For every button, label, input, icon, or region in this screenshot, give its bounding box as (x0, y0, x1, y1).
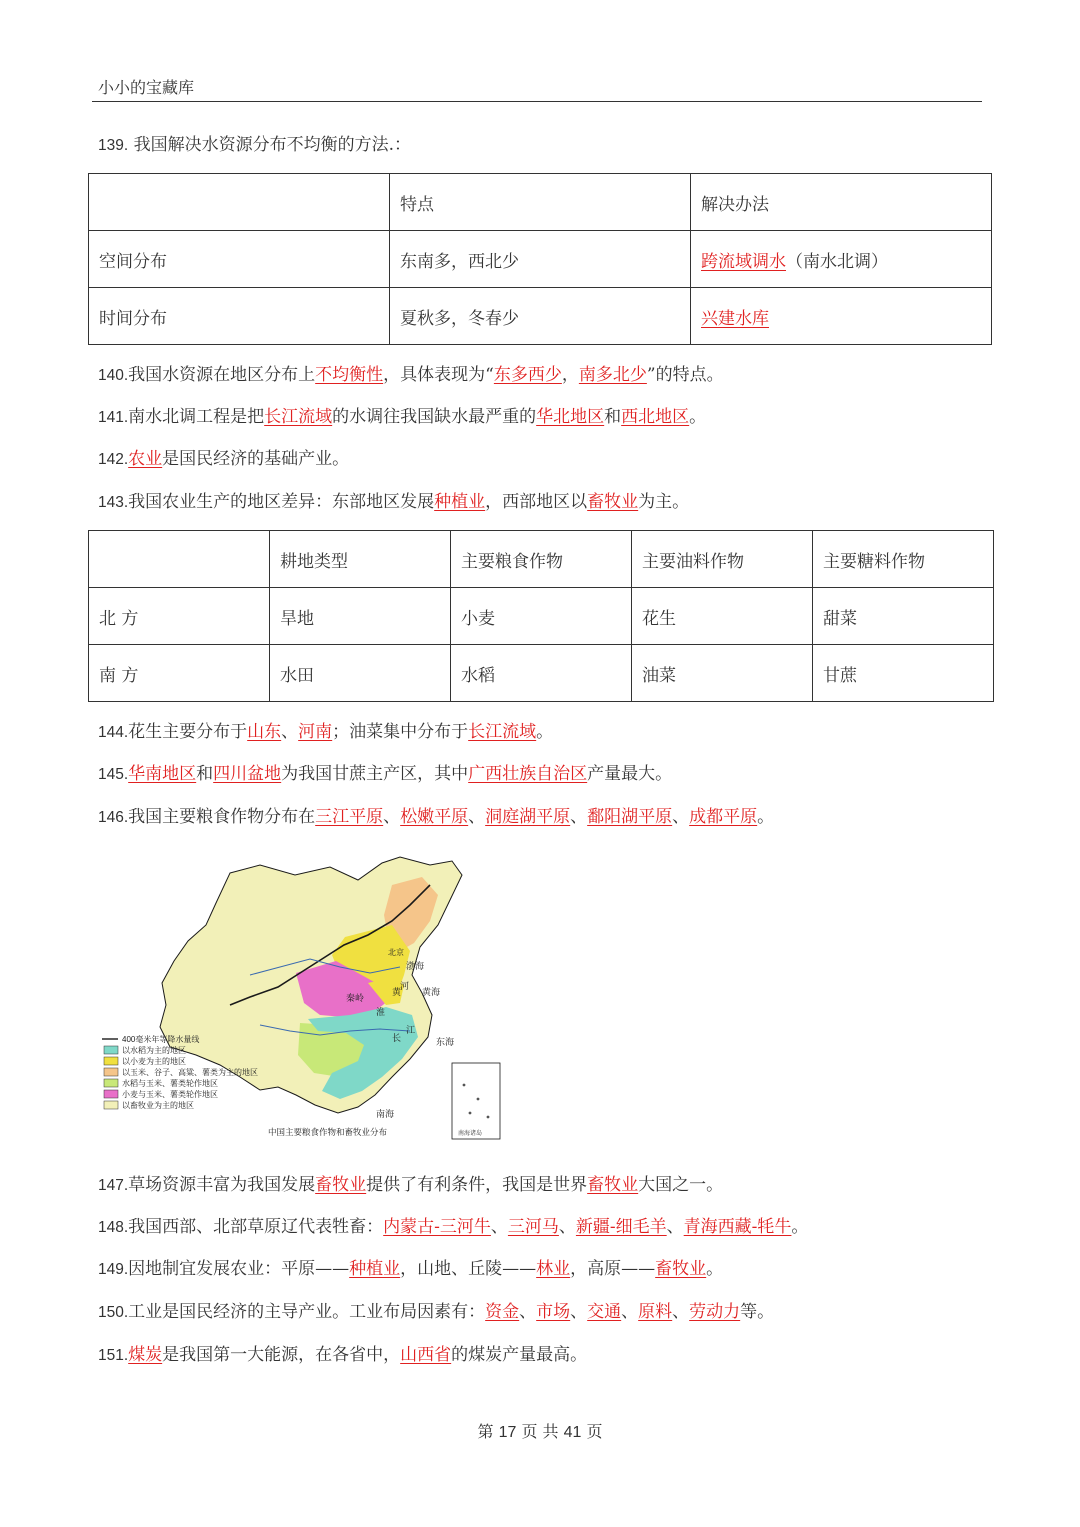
q144-text: 花生主要分布于 (128, 722, 248, 742)
table-row (89, 588, 994, 645)
footer-text: 第 (477, 1422, 494, 1441)
separator: 、 (558, 1217, 576, 1237)
q143 (98, 491, 689, 514)
map-label-huai: 淮 (376, 1007, 386, 1017)
answer-text: 畜牧业 (587, 1175, 639, 1195)
legend-swatch-rice (104, 1046, 118, 1054)
legend-swatch-corn (104, 1068, 118, 1076)
q142 (98, 448, 349, 471)
separator: 、 (468, 807, 486, 827)
answer-text: 山西省 (400, 1345, 452, 1365)
footer-text: 页 共 (521, 1422, 559, 1441)
page-number: 17 (498, 1424, 517, 1441)
q140-text: ， (561, 365, 579, 385)
header-divider (92, 101, 982, 102)
legend-label: 以小麦为主的地区 (122, 1057, 186, 1066)
separator: 、 (383, 807, 401, 827)
q141-text: 和 (604, 407, 622, 427)
answer-text: 种植业 (434, 492, 486, 512)
answer-text: 华南地区 (128, 764, 197, 784)
q140 (98, 364, 724, 387)
table-cell: 东南多，西北少 (390, 231, 691, 288)
answer-text: 成都平原 (689, 807, 758, 827)
map-island (487, 1116, 490, 1119)
q147-text: 草场资源丰富为我国发展 (128, 1175, 316, 1195)
q148-number: 148. (98, 1219, 129, 1236)
answer-text: 河南 (298, 722, 333, 742)
crop-table (88, 530, 994, 702)
answer-text: 不均衡性 (315, 365, 384, 385)
table-cell: 空间分布 (89, 231, 390, 288)
legend-label: 以畜牧业为主的地区 (122, 1101, 194, 1110)
q147-text: 提供了有利条件，我国是世界 (366, 1175, 588, 1195)
legend-label: 以玉米、谷子、高粱、薯类为主的地区 (122, 1068, 258, 1077)
table-cell: 小麦 (451, 588, 632, 645)
table-cell: 水稻 (451, 645, 632, 702)
answer-text: 四川盆地 (213, 764, 282, 784)
table-header-cell: 耕地类型 (270, 531, 451, 588)
q143-text: 为主。 (638, 492, 690, 512)
q144-text: ；油菜集中分布于 (332, 722, 469, 742)
answer-text: 广西壮族自治区 (468, 764, 588, 784)
q141 (98, 406, 706, 429)
q140-number: 140. (98, 367, 129, 384)
legend-label: 小麦与玉米、薯类轮作地区 (122, 1090, 218, 1099)
table-cell: 水田 (270, 645, 451, 702)
q146 (98, 806, 774, 829)
q139 (98, 134, 411, 157)
q149-text: 因地制宜发展农业：平原—— (128, 1259, 350, 1279)
q145 (98, 763, 672, 786)
separator: 、 (490, 1217, 508, 1237)
table-cell: 油菜 (632, 645, 813, 702)
q145-text: 产量最大。 (587, 764, 673, 784)
q146-text: 我国主要粮食作物分布在 (128, 807, 316, 827)
separator: 、 (666, 1217, 684, 1237)
legend-swatch-pasture (104, 1101, 118, 1109)
table-cell (691, 231, 992, 288)
answer-text: 原料 (638, 1302, 673, 1322)
table-row (89, 645, 994, 702)
q141-text: 。 (689, 407, 707, 427)
q148 (98, 1216, 808, 1239)
total-pages: 41 (563, 1424, 582, 1441)
map-island (463, 1084, 466, 1087)
map-label-qinling: 秦岭 (346, 993, 365, 1003)
q144-text: 。 (536, 722, 554, 742)
map-label-huang: 黄 (392, 987, 402, 997)
map-label-huanghai: 黄海 (422, 987, 441, 997)
map-label-bohai: 渤海 (406, 961, 425, 971)
table-header-cell: 主要油料作物 (632, 531, 813, 588)
q151-text: 的煤炭产量最高。 (451, 1345, 588, 1365)
q141-text: 南水北调工程是把 (128, 407, 265, 427)
legend-swatch-wheat-corn (104, 1090, 118, 1098)
table-cell: 花生 (632, 588, 813, 645)
answer-text: 劳动力 (689, 1302, 741, 1322)
answer-text: 跨流域调水 (701, 251, 786, 272)
q141-number: 141. (98, 409, 129, 426)
table-cell-text: （南水北调） (786, 251, 888, 272)
map-label-he: 河 (400, 981, 410, 991)
answer-text: 洞庭湖平原 (485, 807, 571, 827)
footer-text: 页 (586, 1422, 603, 1441)
table-header-cell: 主要糖料作物 (813, 531, 994, 588)
answer-text: 内蒙古-三河牛 (383, 1217, 491, 1237)
q140-text: ，具体表现为“ (383, 365, 494, 385)
answer-text: 东多西少 (493, 365, 562, 385)
table-cell (89, 174, 390, 231)
q150 (98, 1301, 774, 1324)
answer-text: 鄱阳湖平原 (587, 807, 673, 827)
q150-text: 工业是国民经济的主导产业。工业布局因素有： (128, 1302, 486, 1322)
q151 (98, 1344, 587, 1367)
table-cell: 南 方 (89, 645, 270, 702)
legend-swatch-rice-corn (104, 1079, 118, 1087)
header-title: 小小的宝藏库 (98, 78, 195, 97)
map-label-chang: 长 (392, 1033, 402, 1043)
answer-text: 松嫩平原 (400, 807, 469, 827)
map-caption: 中国主要粮食作物和畜牧业分布 (268, 1127, 388, 1137)
water-solution-table (88, 173, 992, 345)
answer-text: 畜牧业 (315, 1175, 367, 1195)
separator: 、 (621, 1302, 639, 1322)
q150-text: 等。 (740, 1302, 775, 1322)
q149-text: ，山地、丘陵—— (400, 1259, 537, 1279)
q144 (98, 721, 553, 744)
map-inset (452, 1063, 500, 1139)
map-island (477, 1098, 480, 1101)
q149-text: ，高原—— (570, 1259, 656, 1279)
table-cell: 甜菜 (813, 588, 994, 645)
table-cell (691, 288, 992, 345)
legend-swatch-wheat (104, 1057, 118, 1065)
table-cell: 夏秋多，冬春少 (390, 288, 691, 345)
q139-text: 我国解决水资源分布不均衡的方法.： (133, 135, 411, 155)
answer-text: 三江平原 (315, 807, 384, 827)
q149-text: 。 (706, 1259, 724, 1279)
answer-text: 长江流域 (264, 407, 333, 427)
answer-text: 农业 (128, 449, 163, 469)
table-row (89, 174, 992, 231)
table-header-cell: 主要粮食作物 (451, 531, 632, 588)
table-cell: 北 方 (89, 588, 270, 645)
table-row (89, 531, 994, 588)
q145-text: 和 (196, 764, 214, 784)
q148-text: 。 (791, 1217, 809, 1237)
separator: 、 (570, 807, 588, 827)
separator: 、 (672, 807, 690, 827)
map-inset-label: 南海诸岛 (458, 1131, 483, 1137)
q139-number: 139. (98, 137, 129, 154)
table-cell (89, 531, 270, 588)
q147-text: 大国之一。 (638, 1175, 724, 1195)
q148-text: 我国西部、北部草原辽代表牲畜： (128, 1217, 384, 1237)
table-header-cell: 解决办法 (691, 174, 992, 231)
q149 (98, 1258, 723, 1281)
answer-text: 畜牧业 (587, 492, 639, 512)
table-header-cell: 特点 (390, 174, 691, 231)
answer-text: 交通 (587, 1302, 622, 1322)
q144-number: 144. (98, 724, 129, 741)
table-cell: 甘蔗 (813, 645, 994, 702)
answer-text: 煤炭 (128, 1345, 163, 1365)
q147 (98, 1174, 723, 1197)
answer-text: 长江流域 (468, 722, 537, 742)
q143-text: 我国农业生产的地区差异：东部地区发展 (128, 492, 435, 512)
q140-text: ”的特点。 (646, 365, 724, 385)
q151-text: 是我国第一大能源，在各省中， (162, 1345, 401, 1365)
table-row (89, 288, 992, 345)
q146-number: 146. (98, 809, 129, 826)
map-label-nanhai: 南海 (376, 1109, 395, 1119)
separator: 、 (519, 1302, 537, 1322)
q146-text: 。 (757, 807, 775, 827)
q142-text: 是国民经济的基础产业。 (162, 449, 350, 469)
answer-text: 兴建水库 (701, 308, 769, 329)
q150-number: 150. (98, 1304, 129, 1321)
q142-number: 142. (98, 451, 129, 468)
map-label-jiang: 江 (406, 1025, 416, 1035)
answer-text: 市场 (536, 1302, 571, 1322)
table-cell: 旱地 (270, 588, 451, 645)
answer-text: 西北地区 (621, 407, 690, 427)
answer-text: 三河马 (507, 1217, 559, 1237)
q147-number: 147. (98, 1177, 129, 1194)
map-island (469, 1112, 472, 1115)
separator: 、 (672, 1302, 690, 1322)
answer-text: 种植业 (349, 1259, 401, 1279)
answer-text: 新疆-细毛羊 (575, 1217, 667, 1237)
map-label-beijing: 北京 (388, 948, 404, 957)
q145-text: 为我国甘蔗主产区，其中 (281, 764, 469, 784)
answer-text: 畜牧业 (655, 1259, 707, 1279)
answer-text: 华北地区 (536, 407, 605, 427)
q143-number: 143. (98, 494, 129, 511)
q144-text: 、 (281, 722, 299, 742)
answer-text: 山东 (247, 722, 282, 742)
answer-text: 青海西藏-牦牛 (683, 1217, 792, 1237)
q140-text: 我国水资源在地区分布上 (128, 365, 316, 385)
page-footer (0, 1419, 1080, 1442)
legend-label: 水稻与玉米、薯类轮作地区 (122, 1079, 218, 1088)
q145-number: 145. (98, 766, 129, 783)
map-label-donghai: 东海 (436, 1037, 455, 1047)
answer-text: 林业 (536, 1259, 571, 1279)
legend-label: 以水稻为主的地区 (122, 1046, 186, 1055)
legend-label: 400毫米年等降水量线 (122, 1035, 200, 1044)
table-row (89, 231, 992, 288)
answer-text: 资金 (485, 1302, 520, 1322)
q151-number: 151. (98, 1347, 129, 1364)
q143-text: ，西部地区以 (485, 492, 588, 512)
table-cell: 时间分布 (89, 288, 390, 345)
answer-text: 南多北少 (578, 365, 647, 385)
q149-number: 149. (98, 1261, 129, 1278)
q141-text: 的水调往我国缺水最严重的 (332, 407, 537, 427)
separator: 、 (570, 1302, 588, 1322)
china-crop-map (100, 855, 508, 1143)
